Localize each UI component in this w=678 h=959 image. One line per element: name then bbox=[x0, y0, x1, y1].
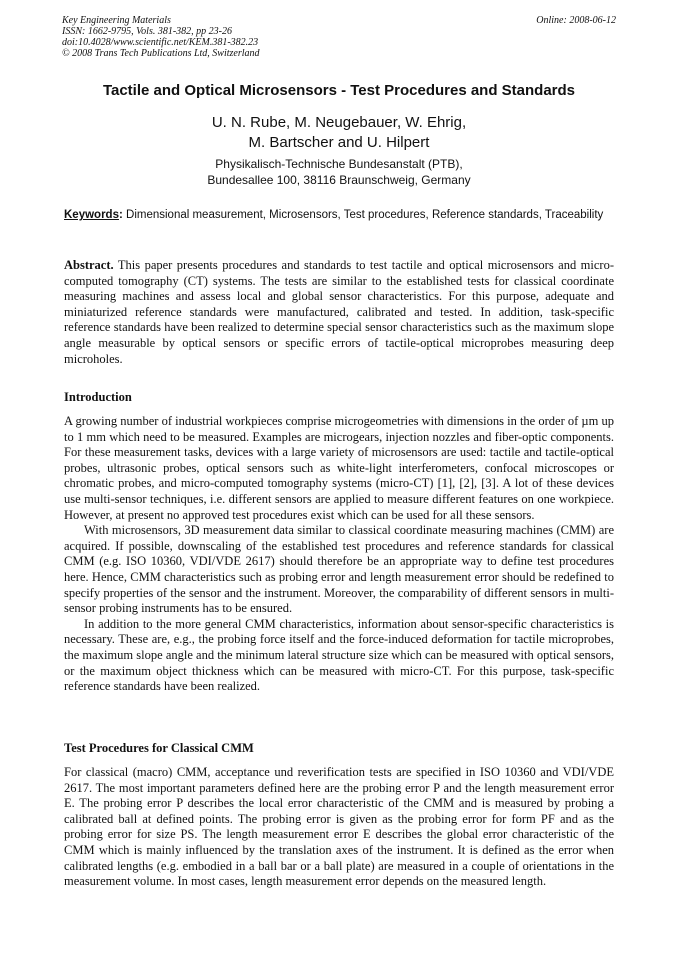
doi-line: doi:10.4028/www.scientific.net/KEM.381-382.23 bbox=[62, 37, 259, 48]
introduction-paragraph: With microsensors, 3D measurement data similar to classical coordinate measuring machines (CMM) are acquired. If possible, downscaling of the established test procedures and reference standards for classical CMM (e.g. ISO 10360, VDI/VDE 2617) should therefore be an appropriate way to define test procedures here. Hence, CMM characteristics such as probing error and length measurement error should be redefined to specify properties of the sensor and the instrument. Moreover, the comparability of different sensors in multi-sensor probing instruments has to be ensured. bbox=[64, 523, 614, 616]
issn-line: ISSN: 1662-9795, Vols. 381-382, pp 23-26 bbox=[62, 26, 232, 37]
introduction-paragraph: In addition to the more general CMM characteristics, information about sensor-specific characteristics is necessary. These are, e.g., the probing force itself and the force-induced deformation for tactile microprobes, the maximum slope angle and the minimum lateral structure size which can be measured with optical sensors, or the maximum object thickness which can be measured with micro-CT. For this purpose, task-specific reference standards have been realized. bbox=[64, 616, 614, 694]
abstract-label: Abstract. bbox=[64, 258, 114, 272]
test-procedures-section bbox=[64, 765, 614, 890]
abstract-block bbox=[64, 258, 614, 367]
test-procedures-paragraph: For classical (macro) CMM, acceptance und reverification tests are specified in ISO 10360 and VDI/VDE 2617. The most important parameters defined here are the probing error P and the length measurement error E. The probing error P describes the local error characteristic of the CMM and is measured by probing a calibrated ball at defined points. The probing error is given as the probing error for form PF and as the probing error for size PS. The length measurement error E describes the global error characteristic of the CMM which is mainly influenced by the translation axes of the instrument. It is defined as the error when calibrated lengths (e.g. embodied in a ball bar or a ball plate) are measured in a couple of orientations in the measurement volume. In most cases, length measurement error depends on the measured length. bbox=[64, 765, 614, 889]
paper-title: Tactile and Optical Microsensors - Test Procedures and Standards bbox=[102, 82, 576, 99]
copyright-line: © 2008 Trans Tech Publications Ltd, Switzerland bbox=[62, 48, 260, 59]
affiliation-line-1: Physikalisch-Technische Bundesanstalt (PTB), bbox=[215, 157, 463, 171]
authors-line-2: M. Bartscher and U. Hilpert bbox=[248, 134, 430, 151]
keywords-block: Keywords: Dimensional measurement, Microsensors, Test procedures, Reference standards, Traceability bbox=[64, 209, 604, 221]
introduction-section bbox=[64, 414, 614, 695]
keywords-label: Keywords bbox=[64, 209, 119, 221]
introduction-paragraph: A growing number of industrial workpieces comprise microgeometries with dimensions in the order of µm up to 1 mm which need to be measured. Examples are microgears, injection nozzles and fiber-optic components. For these measurement tasks, devices with a large variety of microsensors are used: tactile and tactile-optical probes, ultrasonic probes, optical sensors such as white-light interferometers, confocal microscopes or chromatic probes, and micro-computed tomography systems (micro-CT) [1], [2], [3]. A lot of these devices use multi-sensor techniques, i.e. different sensors are applied to measure different features on one workpiece. However, at present no approved test procedures exist which can be used for all these sensors. bbox=[64, 414, 614, 522]
journal-name: Key Engineering Materials bbox=[62, 15, 171, 26]
author-list bbox=[62, 113, 616, 153]
affiliation-line-2: Bundesallee 100, 38116 Braunschweig, Germany bbox=[207, 173, 471, 187]
online-date: Online: 2008-06-12 bbox=[536, 15, 616, 26]
introduction-heading: Introduction bbox=[64, 390, 132, 404]
journal-header bbox=[62, 15, 616, 59]
keywords-text: Dimensional measurement, Microsensors, Test procedures, Reference standards, Traceability bbox=[122, 209, 604, 221]
test-procedures-heading: Test Procedures for Classical CMM bbox=[64, 741, 254, 755]
authors-line-1: U. N. Rube, M. Neugebauer, W. Ehrig, bbox=[211, 114, 467, 131]
abstract-text: This paper presents procedures and standards to test tactile and optical microsensors and micro-computed tomography (CT) systems. The tests are similar to the established tests for classical coordinate measuring machines and assess local and global sensor characteristics. For this purpose, adequate and miniaturized reference standards were manufactured, calibrated and tested. In addition, task-specific reference standards have been realized to determine special sensor characteristics such as the maximum slope angle measurable by optical sensors or specific errors of tactile-optical microprobes measuring deep microholes. bbox=[64, 258, 614, 366]
affiliation bbox=[62, 156, 616, 188]
